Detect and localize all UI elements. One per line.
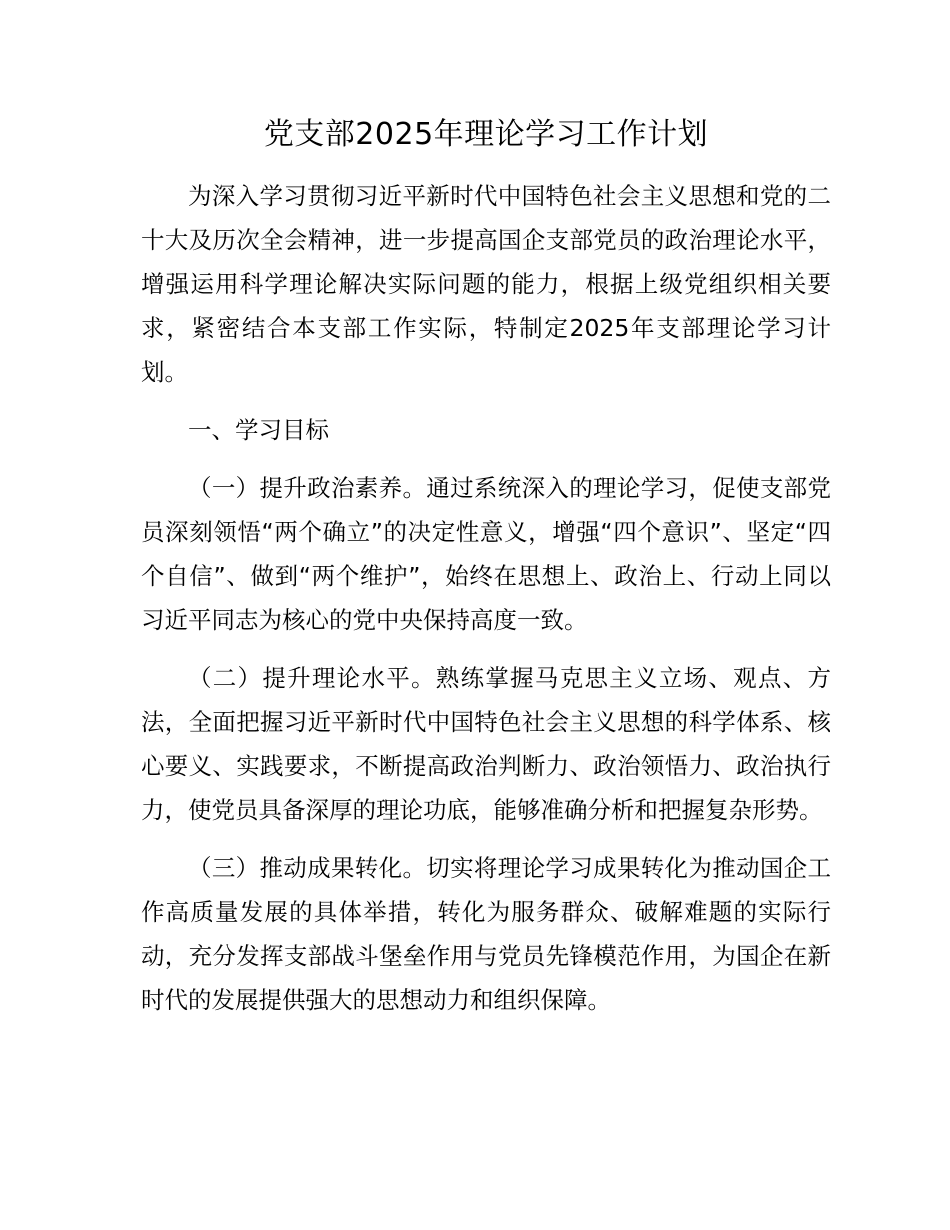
document-page: [141, 110, 831, 1022]
intro-paragraph: 为深入学习贯彻习近平新时代中国特色社会主义思想和党的二十大及历次全会精神，进一步提高国企支部党员的政治理论水平，增强运用科学理论解决实际问题的能力，根据上级党组织相关要求，紧密结合本支部工作实际，特制定2025年支部理论学习计划。: [141, 182, 831, 386]
section-heading-goals: 一、学习目标: [188, 416, 329, 444]
goal-item-2: （二）提升理论水平。熟练掌握马克思主义立场、观点、方法，全面把握习近平新时代中国特色社会主义思想的科学体系、核心要义、实践要求，不断提高政治判断力、政治领悟力、政治执行力，使党员具备深厚的理论功底，能够准确分析和把握复杂形势。: [141, 664, 831, 824]
goal-item-3: （三）推动成果转化。切实将理论学习成果转化为推动国企工作高质量发展的具体举措，转化为服务群众、破解难题的实际行动，充分发挥支部战斗堡垒作用与党员先锋模范作用，为国企在新时代的发展提供强大的思想动力和组织保障。: [141, 854, 831, 1014]
goal-item-1: （一）提升政治素养。通过系统深入的理论学习，促使支部党员深刻领悟“两个确立”的决定性意义，增强“四个意识”、坚定“四个自信”、做到“两个维护”，始终在思想上、政治上、行动上同以习近平同志为核心的党中央保持高度一致。: [141, 474, 831, 634]
document-title: 党支部2025年理论学习工作计划: [263, 117, 709, 152]
